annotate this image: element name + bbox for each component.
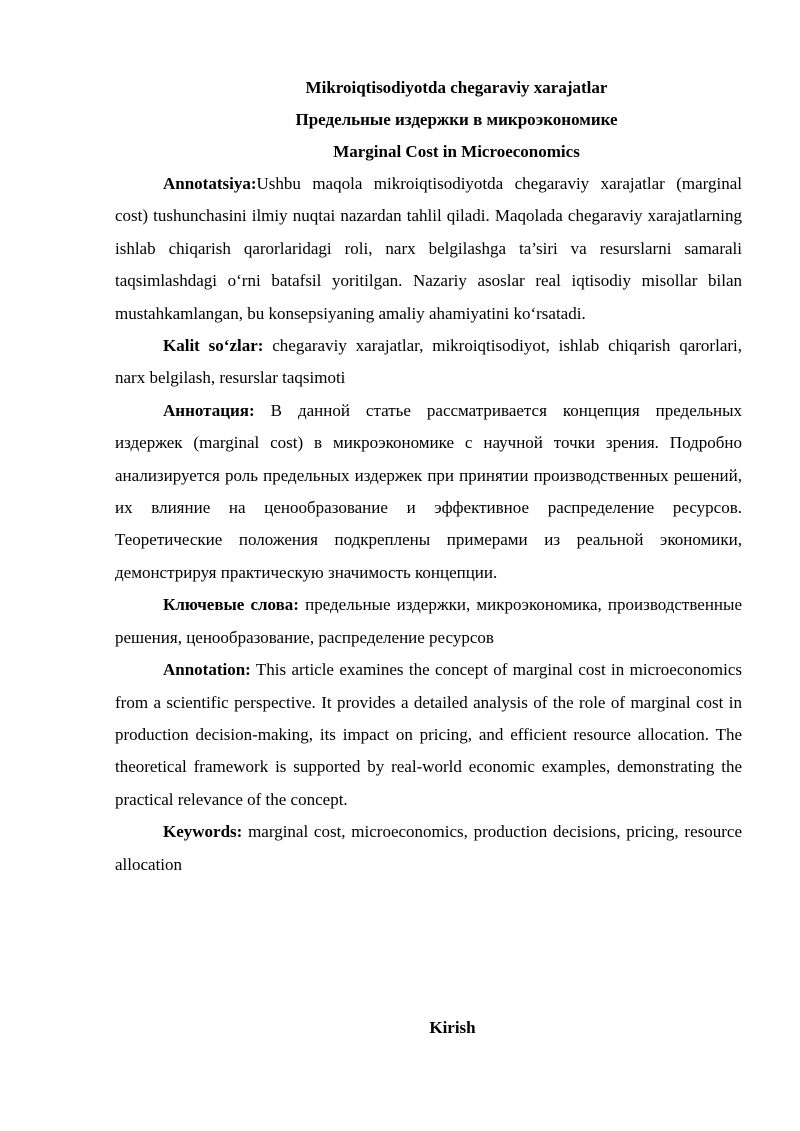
keywords-uzbek-label: Kalit so‘zlar: [163,336,264,356]
title-uzbek: Mikroiqtisodiyotda chegaraviy xarajatlar [305,78,608,97]
keywords-uzbek-text: chegaraviy xarajatlar, mikroiqtisodiyot, ishlab chiqarish qarorlari, narx belgilash, resurslar taqsimoti [115,336,742,388]
title-english: Marginal Cost in Microeconomics [333,142,580,161]
section-heading-introduction: Kirish [429,1018,476,1037]
keywords-english-label: Keywords: [163,822,243,842]
abstract-uzbek-label: Annotatsiya: [163,174,257,193]
abstract-english-text: This article examines the concept of marginal cost in microeconomics from a scientific perspective. It provides a detailed analysis of the role of marginal cost in production decision-making, its impact on pricing, and efficient resource allocation. The theoretical framework is supported by real-world economic examples, demonstrating the practical relevance of the concept. [115,660,742,809]
abstract-english-label: Annotation: [163,660,251,680]
abstract-russian [115,395,742,589]
keywords-uzbek [115,330,742,395]
abstract-russian-label: Аннотация: [163,400,255,420]
keywords-russian-label: Ключевые слова: [163,595,299,615]
abstract-uzbek [115,168,742,330]
paper-page [115,72,742,1037]
keywords-english [115,816,742,881]
title-russian: Предельные издержки в микроэкономике [295,110,618,129]
keywords-russian-text: предельные издержки, микроэкономика, производственные решения, ценообразование, распределение ресурсов [115,595,742,647]
abstract-uzbek-text: Ushbu maqola mikroiqtisodiyotda chegaraviy xarajatlar (marginal cost) tushunchasini ilmiy nuqtai nazardan tahlil qiladi. Maqolada chegaraviy xarajatlarning ishlab chiqarish qarorlaridagi roli, narx belgilashga ta’siri va resurslarni samarali taqsimlashdagi o‘rni batafsil yoritilgan. Nazariy asoslar real iqtisodiy misollar bilan mustahkamlangan, bu konsepsiyaning amaliy ahamiyatini ko‘rsatadi. [115,174,742,323]
abstract-english [115,654,742,816]
keywords-russian [115,589,742,654]
abstract-russian-text: В данной статье рассматривается концепция предельных издержек (marginal cost) в микроэкономике с научной точки зрения. Подробно анализируется роль предельных издержек при принятии производственных решений, их влияние на ценообразование и эффективное распределение ресурсов. Теоретические положения подкреплены примерами из реальной экономики, демонстрируя практическую значимость концепции. [115,400,742,582]
keywords-english-text: marginal cost, microeconomics, production decisions, pricing, resource allocation [115,822,742,874]
